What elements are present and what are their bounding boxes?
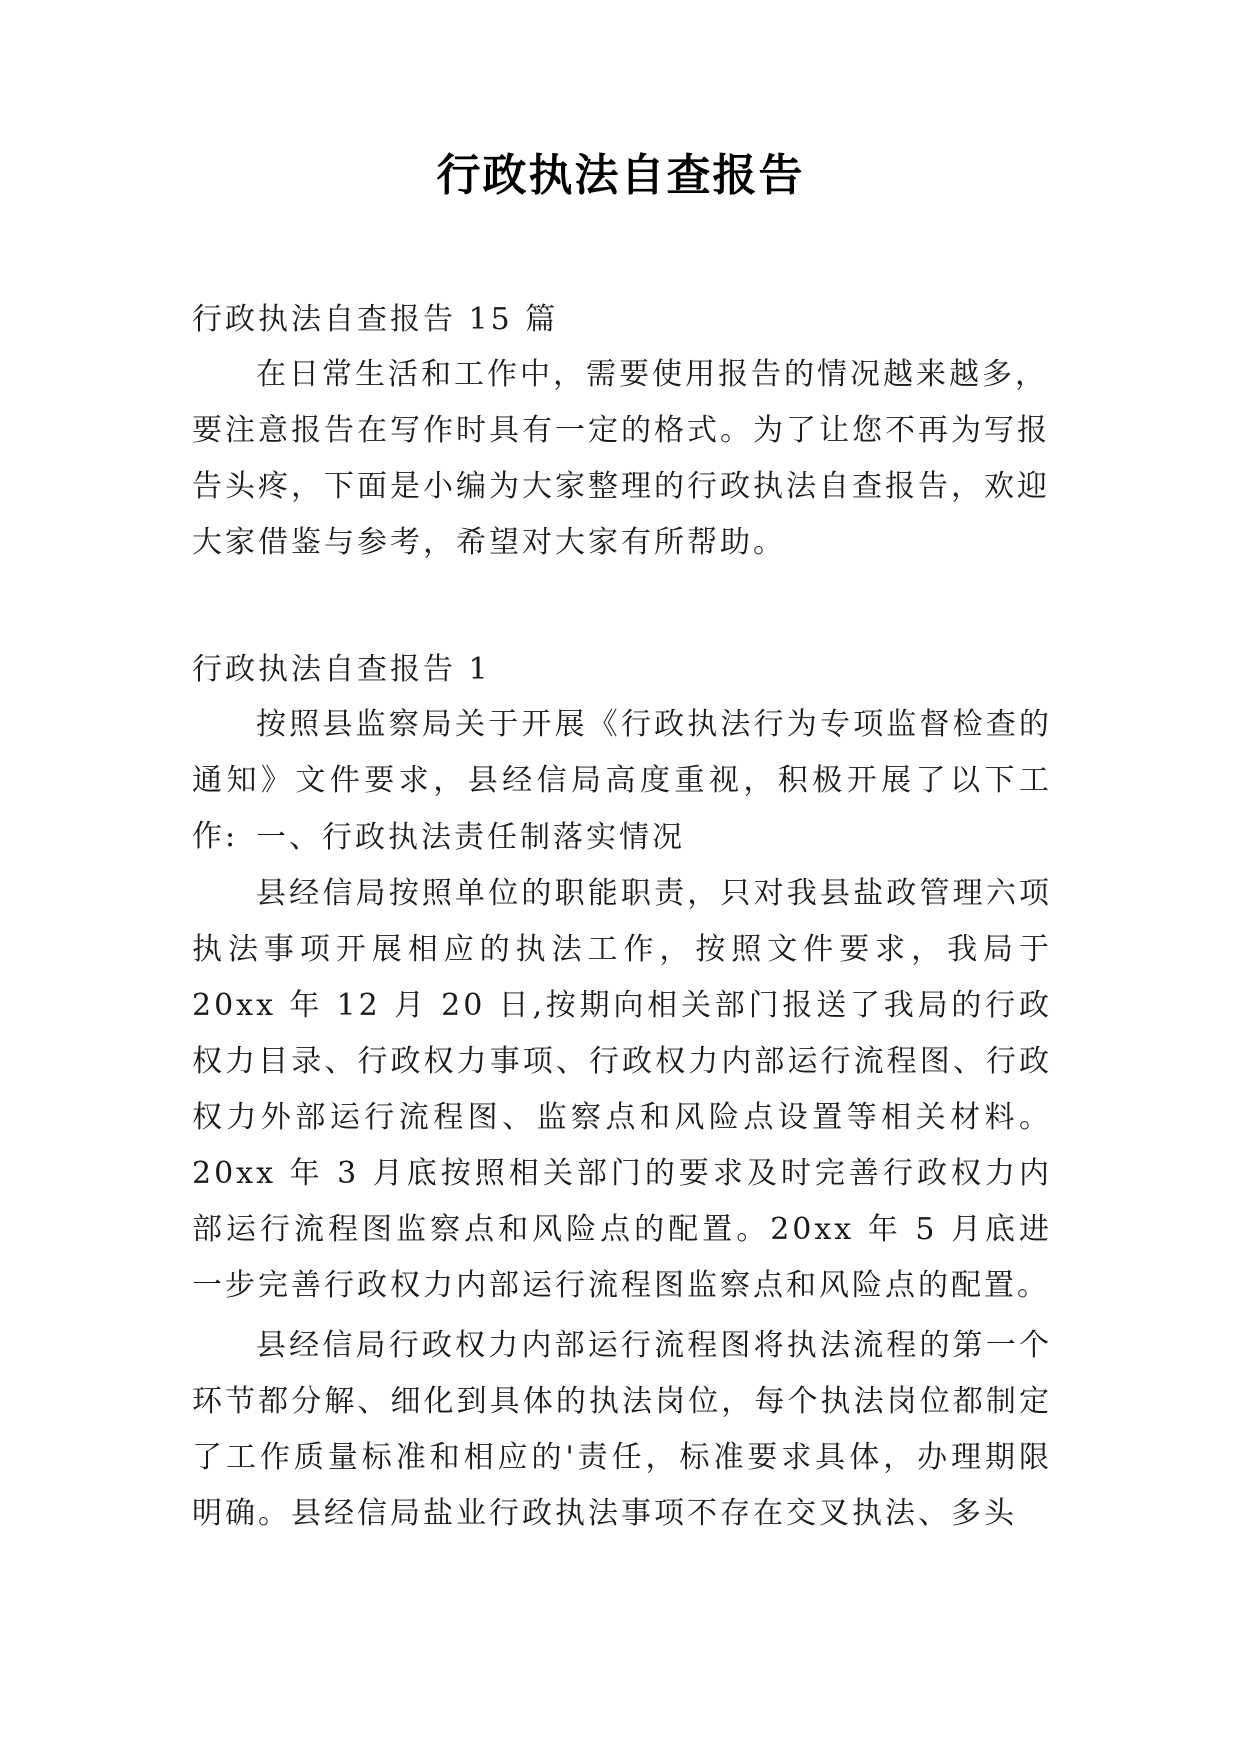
intro-paragraph: 在日常生活和工作中，需要使用报告的情况越来越多，要注意报告在写作时具有一定的格式。为了让您不再为写报告头疼，下面是小编为大家整理的行政执法自查报告，欢迎大家借鉴与参考，希望对大家有所帮助。: [192, 357, 1050, 560]
paragraph-implementation: 县经信局按照单位的职能职责，只对我县盐政管理六项执法事项开展相应的执法工作，按照文件要求，我局于 20xx 年 12 月 20 日,按期向相关部门报送了我局的行政权力目录、行政权力事项、行政权力内部运行流程图、行政权力外部运行流程图、监察点和风险点设置等相关材料。20xx 年 3 月底按照相关部门的要求及时完善行政权力内部运行流程图监察点和风险点的配置。20xx 年 5 月底进一步完善行政权力内部运行流程图监察点和风险点的配置。: [192, 876, 1052, 1303]
document-subtitle: 行政执法自查报告 15 篇: [192, 302, 559, 337]
section-title: 行政执法自查报告 1: [192, 652, 491, 687]
document-title: 行政执法自查报告: [436, 150, 805, 201]
paragraph-process-flow: 县经信局行政权力内部运行流程图将执法流程的第一个环节都分解、细化到具体的执法岗位，每个执法岗位都制定了工作质量标准和相应的'责任，标准要求具体，办理期限明确。县经信局盐业行政执法事项不存在交叉执法、多头: [192, 1328, 1052, 1531]
paragraph-notice: 按照县监察局关于开展《行政执法行为专项监督检查的通知》文件要求，县经信局高度重视，积极开展了以下工作:: [192, 707, 1052, 854]
heading-responsibility-system: 一、行政执法责任制落实情况: [256, 820, 685, 855]
